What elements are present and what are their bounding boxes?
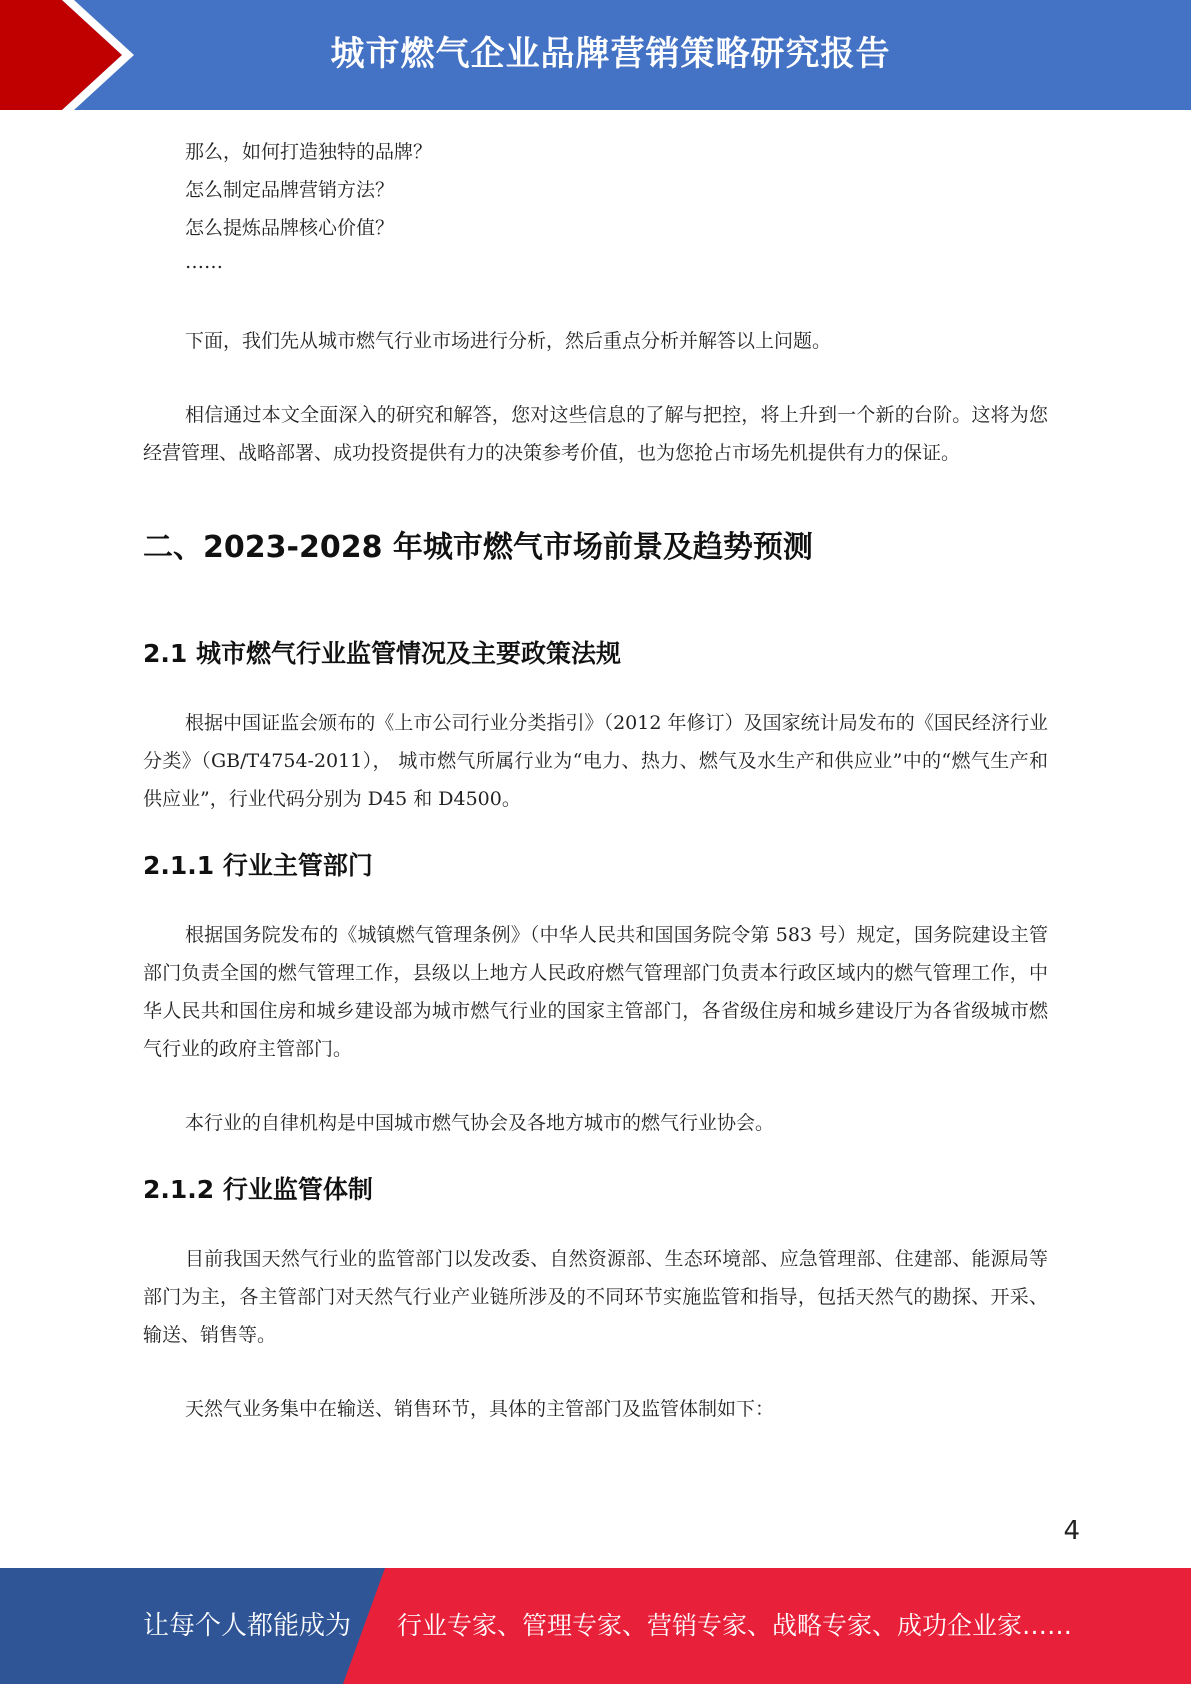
page-footer xyxy=(0,1568,1191,1684)
body-paragraph: 根据中国证监会颁布的《上市公司行业分类指引》（2012 年修订）及国家统计局发布的《国民经济行业分类》（GB/T4754-2011）， 城市燃气所属行业为“电力、热力、燃气及水生产和供应业”中的“燃气生产和供应业”，行业代码分别为 D45 和 D4500。 xyxy=(143,712,1048,810)
body-paragraph: 目前我国天然气行业的监管部门以发改委、自然资源部、生态环境部、应急管理部、住建部、能源局等部门为主，各主管部门对天然气行业产业链所涉及的不同环节实施监管和指导，包括天然气的勘探、开采、输送、销售等。 xyxy=(143,1248,1048,1346)
section-heading: 二、2023-2028 年城市燃气市场前景及趋势预测 xyxy=(143,530,813,565)
intro-paragraph: 下面，我们先从城市燃气行业市场进行分析，然后重点分析并解答以上问题。 xyxy=(185,330,832,352)
subsection-heading: 2.1 城市燃气行业监管情况及主要政策法规 xyxy=(143,639,621,668)
document-body xyxy=(143,133,1048,1428)
footer-slogan-left: 让每个人都能成为 xyxy=(143,1611,352,1641)
subsection-heading: 2.1.1 行业主管部门 xyxy=(143,851,373,880)
question-line: 怎么提炼品牌核心价值？ xyxy=(185,217,395,239)
subsection-heading: 2.1.2 行业监管体制 xyxy=(143,1175,373,1204)
ellipsis-line: …… xyxy=(185,251,223,273)
question-line: 那么，如何打造独特的品牌？ xyxy=(185,141,433,163)
page-header xyxy=(0,0,1191,110)
body-paragraph: 天然气业务集中在输送、销售环节，具体的主管部门及监管体制如下： xyxy=(185,1398,775,1420)
body-paragraph: 根据国务院发布的《城镇燃气管理条例》（中华人民共和国国务院令第 583 号）规定，国务院建设主管部门负责全国的燃气管理工作，县级以上地方人民政府燃气管理部门负责本行政区域内的燃气管理工作，中华人民共和国住房和城乡建设部为城市燃气行业的国家主管部门，各省级住房和城乡建设厅为各省级城市燃气行业的政府主管部门。 xyxy=(143,924,1048,1060)
footer-slogan-right: 行业专家、管理专家、营销专家、战略专家、成功企业家…… xyxy=(397,1611,1073,1640)
body-paragraph: 本行业的自律机构是中国城市燃气协会及各地方城市的燃气行业协会。 xyxy=(185,1112,775,1134)
intro-paragraph: 相信通过本文全面深入的研究和解答，您对这些信息的了解与把控，将上升到一个新的台阶。这将为您经营管理、战略部署、成功投资提供有力的决策参考价值，也为您抢占市场先机提供有力的保证。 xyxy=(143,404,1048,464)
question-line: 怎么制定品牌营销方法？ xyxy=(185,179,395,201)
page-number: 4 xyxy=(1063,1516,1080,1546)
header-title: 城市燃气企业品牌营销策略研究报告 xyxy=(330,34,891,74)
